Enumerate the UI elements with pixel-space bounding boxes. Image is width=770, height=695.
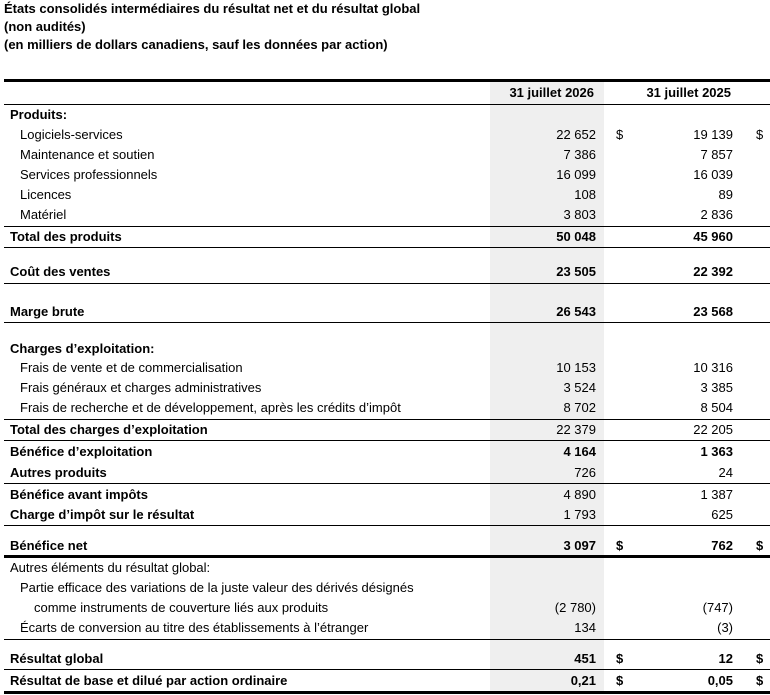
value-2025: 10 316 bbox=[693, 360, 733, 375]
value-2026: 3 803 bbox=[563, 207, 596, 222]
value-2025: 23 568 bbox=[693, 304, 733, 319]
row-charge-impot bbox=[4, 505, 770, 525]
value-2026: 3 097 bbox=[563, 538, 596, 553]
row-label: Licences bbox=[20, 187, 72, 202]
row-label: Coût des ventes bbox=[10, 264, 111, 279]
row-label: Résultat de base et dilué par action ordinaire bbox=[10, 673, 288, 688]
value-2025: 22 205 bbox=[693, 422, 733, 437]
row-label: Écarts de conversion au titre des établissements à l’étranger bbox=[20, 620, 369, 635]
row-partie-efficace bbox=[4, 578, 770, 598]
row-benefice-net bbox=[4, 536, 770, 556]
currency-2026: $ bbox=[616, 127, 624, 142]
row-label: Frais généraux et charges administratives bbox=[20, 380, 262, 395]
row-label: Autres produits bbox=[10, 465, 107, 480]
row-label: Maintenance et soutien bbox=[20, 147, 155, 162]
row-cout-ventes bbox=[4, 262, 770, 282]
value-2025: 45 960 bbox=[693, 229, 733, 244]
value-2026: 451 bbox=[574, 651, 596, 666]
row-logiciels-services bbox=[4, 125, 770, 145]
currency-2025: $ bbox=[756, 651, 764, 666]
row-label: Logiciels-services bbox=[20, 127, 123, 142]
value-2025: 8 504 bbox=[700, 400, 733, 415]
rule bbox=[4, 283, 770, 284]
currency-2026: $ bbox=[616, 538, 624, 553]
row-label: Marge brute bbox=[10, 304, 85, 319]
value-2026: 1 793 bbox=[563, 507, 596, 522]
value-2025: 2 836 bbox=[700, 207, 733, 222]
value-2026: 4 164 bbox=[563, 444, 596, 459]
value-2026: 50 048 bbox=[556, 229, 596, 244]
row-label: Produits: bbox=[10, 107, 68, 122]
value-2025: 19 139 bbox=[693, 127, 733, 142]
value-2026: 16 099 bbox=[556, 167, 596, 182]
value-2025: (3) bbox=[717, 620, 733, 635]
rule bbox=[4, 322, 770, 323]
currency-2025: $ bbox=[756, 127, 764, 142]
rule bbox=[4, 440, 770, 441]
rule bbox=[4, 639, 770, 640]
value-2026: 108 bbox=[574, 187, 596, 202]
row-label: Frais de vente et de commercialisation bbox=[20, 360, 243, 375]
value-2026: (2 780) bbox=[554, 600, 596, 615]
row-benefice-avant-impots bbox=[4, 485, 770, 505]
row-label: Total des produits bbox=[10, 229, 122, 244]
value-2025: 1 363 bbox=[700, 444, 733, 459]
currency-2026: $ bbox=[616, 651, 624, 666]
row-label: Bénéfice d’exploitation bbox=[10, 444, 153, 459]
row-instruments-couverture bbox=[4, 598, 770, 618]
row-autres-produits bbox=[4, 463, 770, 483]
row-ecarts-conversion bbox=[4, 618, 770, 638]
value-2026: 10 153 bbox=[556, 360, 596, 375]
value-2025: 1 387 bbox=[700, 487, 733, 502]
value-2026: 4 890 bbox=[563, 487, 596, 502]
statement-subtitle-units: (en milliers de dollars canadiens, sauf les données par action) bbox=[4, 37, 388, 52]
value-2026: 8 702 bbox=[563, 400, 596, 415]
column-header-2026: 31 juillet 2026 bbox=[509, 85, 594, 100]
value-2026: 7 386 bbox=[563, 147, 596, 162]
value-2025: 12 bbox=[718, 651, 733, 666]
value-2025: 7 857 bbox=[700, 147, 733, 162]
bottom-double-rule bbox=[4, 691, 770, 694]
row-label: Bénéfice avant impôts bbox=[10, 487, 148, 502]
column-header-2025: 31 juillet 2025 bbox=[646, 85, 731, 100]
value-2025: 625 bbox=[711, 507, 733, 522]
row-label: comme instruments de couverture liés aux produits bbox=[34, 600, 329, 615]
row-frais-generaux bbox=[4, 378, 770, 398]
row-maintenance bbox=[4, 145, 770, 165]
currency-2025: $ bbox=[756, 538, 764, 553]
rule bbox=[4, 247, 770, 248]
value-2026: 23 505 bbox=[556, 264, 596, 279]
row-licences bbox=[4, 185, 770, 205]
value-2026: 0,21 bbox=[570, 673, 596, 688]
row-benefice-exploitation bbox=[4, 442, 770, 462]
value-2026: 3 524 bbox=[563, 380, 596, 395]
value-2025: 762 bbox=[711, 538, 733, 553]
value-2025: 89 bbox=[718, 187, 733, 202]
row-label: Autres éléments du résultat global: bbox=[10, 560, 211, 575]
row-label: Bénéfice net bbox=[10, 538, 88, 553]
value-2026: 22 379 bbox=[556, 422, 596, 437]
row-services-professionnels bbox=[4, 165, 770, 185]
row-label: Matériel bbox=[20, 207, 67, 222]
rule bbox=[4, 483, 770, 484]
row-total-produits bbox=[4, 227, 770, 247]
row-label: Résultat global bbox=[10, 651, 104, 666]
row-label: Services professionnels bbox=[20, 167, 158, 182]
currency-2026: $ bbox=[616, 673, 624, 688]
row-total-charges bbox=[4, 420, 770, 440]
statement-title: États consolidés intermédiaires du résultat net et du résultat global bbox=[4, 1, 421, 16]
currency-2025: $ bbox=[756, 673, 764, 688]
row-resultat-global bbox=[4, 649, 770, 669]
row-frais-recherche bbox=[4, 398, 770, 418]
row-frais-vente bbox=[4, 358, 770, 378]
value-2025: 24 bbox=[718, 465, 733, 480]
value-2025: 22 392 bbox=[693, 264, 733, 279]
value-2025: (747) bbox=[702, 600, 733, 615]
value-2026: 134 bbox=[574, 620, 596, 635]
section-produits bbox=[4, 105, 770, 125]
row-autres-elements bbox=[4, 558, 770, 578]
row-marge-brute bbox=[4, 302, 770, 322]
row-label: Charge d’impôt sur le résultat bbox=[10, 507, 195, 522]
value-2025: 16 039 bbox=[693, 167, 733, 182]
value-2025: 0,05 bbox=[707, 673, 733, 688]
row-label: Charges d’exploitation: bbox=[10, 341, 155, 356]
value-2026: 726 bbox=[574, 465, 596, 480]
row-label: Partie efficace des variations de la juste valeur des dérivés désignés bbox=[20, 580, 414, 595]
row-label: Total des charges d’exploitation bbox=[10, 422, 208, 437]
top-rule bbox=[4, 79, 770, 82]
row-label: Frais de recherche et de développement, après les crédits d’impôt bbox=[20, 400, 401, 415]
row-materiel bbox=[4, 205, 770, 225]
value-2026: 26 543 bbox=[556, 304, 596, 319]
rule bbox=[4, 525, 770, 526]
section-charges-exploitation bbox=[4, 339, 770, 359]
statement-subtitle-unaudited: (non audités) bbox=[4, 19, 86, 34]
value-2025: 3 385 bbox=[700, 380, 733, 395]
value-2026: 22 652 bbox=[556, 127, 596, 142]
row-resultat-par-action bbox=[4, 671, 770, 691]
rule bbox=[4, 669, 770, 670]
